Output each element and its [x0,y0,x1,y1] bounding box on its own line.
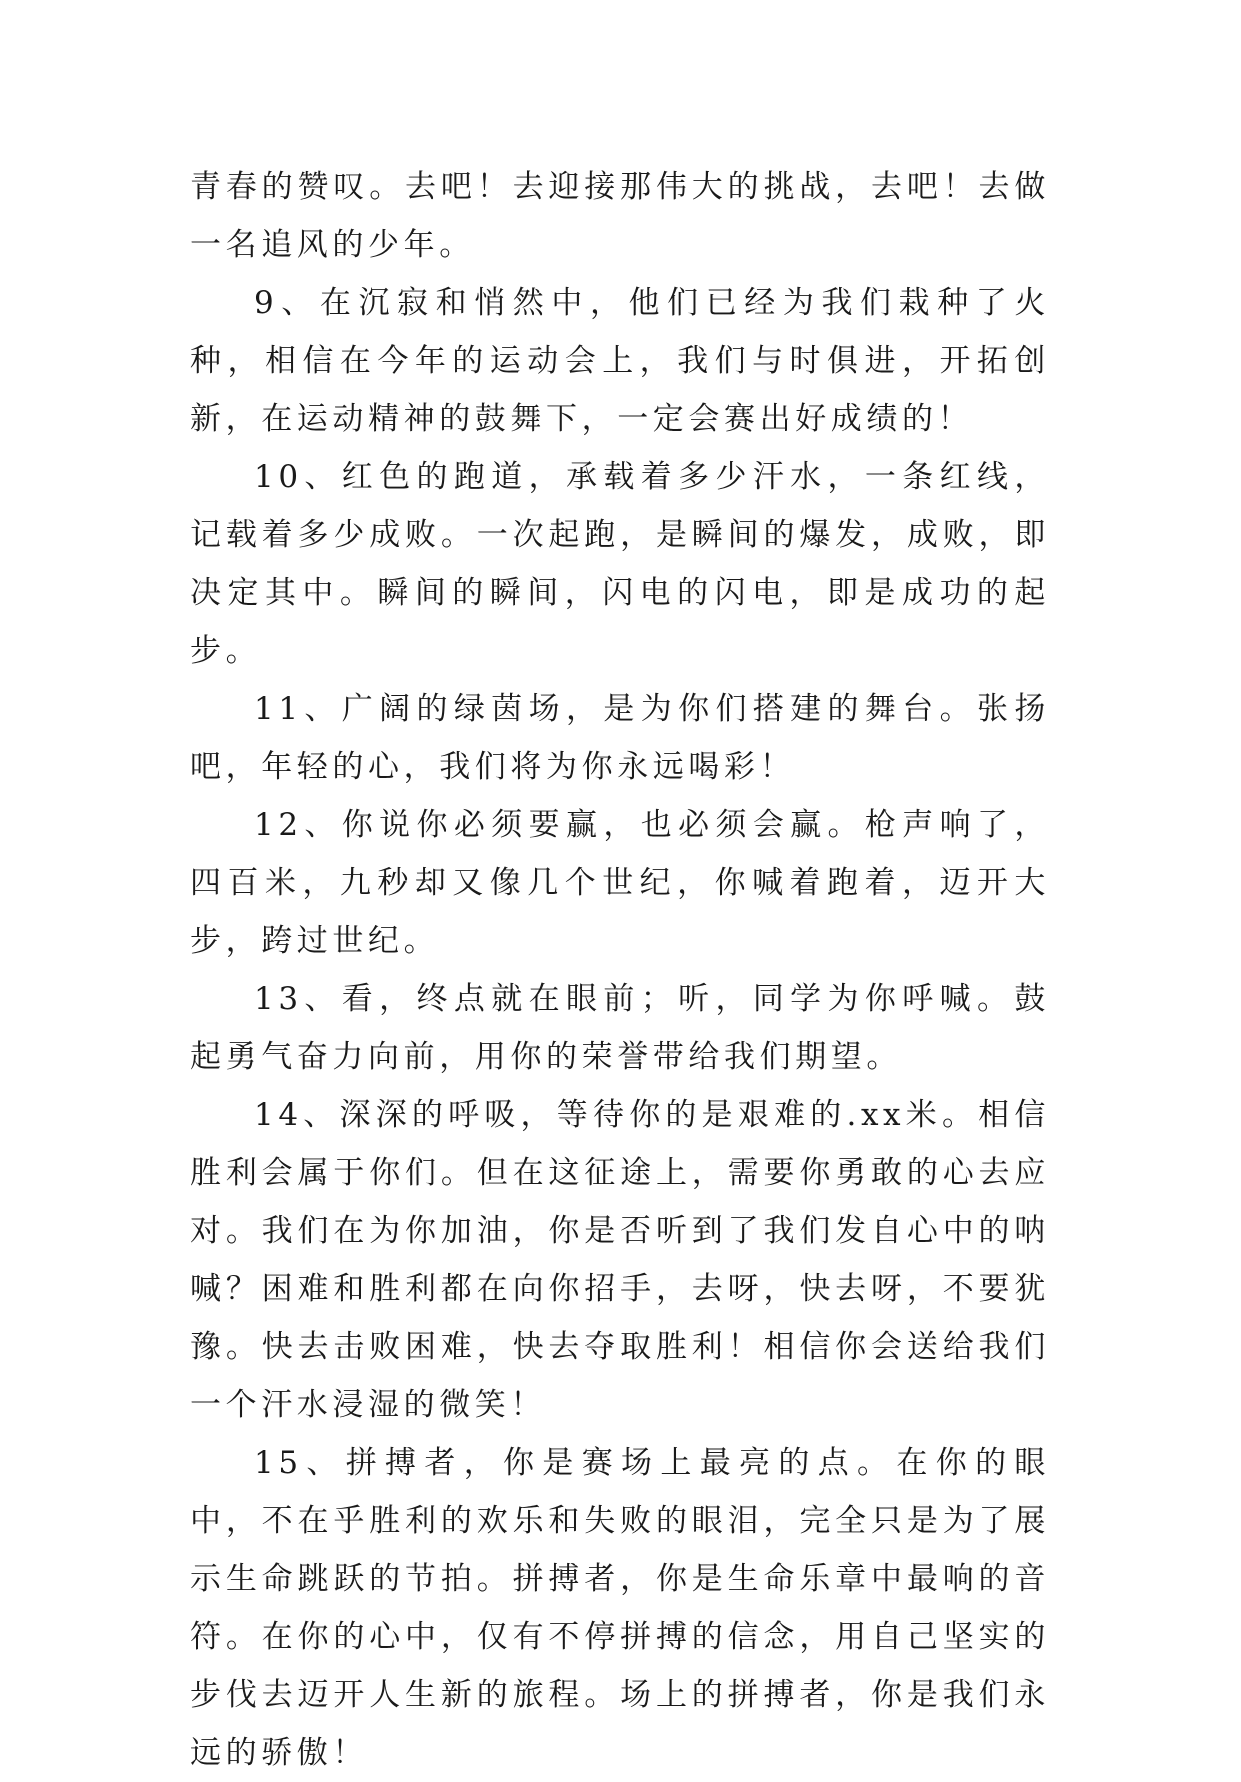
paragraph-item-15: 15、拼搏者，你是赛场上最亮的点。在你的眼中，不在乎胜利的欢乐和失败的眼泪，完全只是为了展示生命跳跃的节拍。拼搏者，你是生命乐章中最响的音符。在你的心中，仅有不停拼搏的信念，用自己坚实的步伐去迈开人生新的旅程。场上的拼搏者，你是我们永远的骄傲！ [190,1445,1050,1771]
paragraph-item-14: 14、深深的呼吸，等待你的是艰难的.xx米。相信胜利会属于你们。但在这征途上，需要你勇敢的心去应对。我们在为你加油，你是否听到了我们发自心中的呐喊？困难和胜利都在向你招手，去呀，快去呀，不要犹豫。快去击败困难，快去夺取胜利！相信你会送给我们一个汗水浸湿的微笑！ [190,1097,1050,1423]
paragraph-item-12: 12、你说你必须要赢，也必须会赢。枪声响了，四百米，九秒却又像几个世纪，你喊着跑着，迈开大步，跨过世纪。 [190,807,1050,959]
paragraph-continuation: 青春的赞叹。去吧！去迎接那伟大的挑战，去吧！去做一名追风的少年。 [190,169,1050,263]
document-body [190,158,1050,1782]
paragraph-item-10: 10、红色的跑道，承载着多少汗水，一条红线，记载着多少成败。一次起跑，是瞬间的爆发，成败，即决定其中。瞬间的瞬间，闪电的闪电，即是成功的起步。 [190,459,1050,669]
paragraph-item-13: 13、看，终点就在眼前；听，同学为你呼喊。鼓起勇气奋力向前，用你的荣誉带给我们期望。 [190,981,1050,1075]
paragraph-item-11: 11、广阔的绿茵场，是为你们搭建的舞台。张扬吧，年轻的心，我们将为你永远喝彩！ [190,691,1050,785]
paragraph-item-9: 9、在沉寂和悄然中，他们已经为我们栽种了火种，相信在今年的运动会上，我们与时俱进，开拓创新，在运动精神的鼓舞下，一定会赛出好成绩的！ [190,285,1050,437]
